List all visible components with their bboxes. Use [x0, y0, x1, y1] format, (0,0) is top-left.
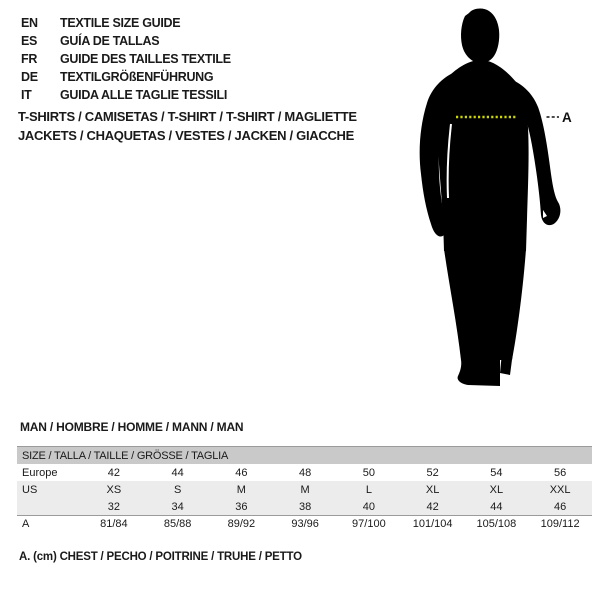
table-cell: 46: [554, 500, 567, 513]
table-cell: 101/104: [412, 517, 453, 530]
table-row-numeric: [17, 498, 592, 515]
language-list: [21, 14, 231, 104]
table-cell: 34: [171, 500, 184, 513]
table-cell: 44: [490, 500, 503, 513]
lang-code: DE: [21, 70, 38, 84]
category-headings: [18, 107, 357, 145]
size-table-header: SIZE / TALLA / TAILLE / GRÖSSE / TAGLIA: [17, 447, 592, 464]
table-cell: 54: [490, 466, 503, 479]
silhouette-head: [461, 9, 499, 64]
lang-row-fr: [21, 50, 231, 68]
lang-row-it: [21, 86, 231, 104]
silhouette-left-shoe: [458, 354, 500, 386]
size-table: [17, 446, 592, 531]
lang-row-es: [21, 32, 231, 50]
category-line-jackets: JACKETS / CHAQUETAS / VESTES / JACKEN / GIACCHE: [18, 128, 354, 143]
table-cell: 52: [426, 466, 439, 479]
lang-label: GUÍA DE TALLAS: [60, 34, 160, 48]
table-cell: S: [173, 483, 182, 496]
lang-label: GUIDA ALLE TAGLIE TESSILI: [60, 88, 228, 102]
table-cell: L: [365, 483, 372, 496]
table-cell: 89/92: [227, 517, 256, 530]
table-cell: 46: [235, 466, 248, 479]
lang-label: TEXTILE SIZE GUIDE: [60, 16, 181, 30]
table-cell: 97/100: [352, 517, 386, 530]
table-row-chest-a: [17, 516, 592, 531]
measurement-footnote: A. (cm) CHEST / PECHO / POITRINE / TRUHE / PETTO: [19, 551, 302, 563]
table-cell: 50: [362, 466, 375, 479]
row-label: Europe: [22, 466, 58, 479]
table-cell: 109/112: [540, 517, 580, 530]
man-silhouette: [413, 4, 583, 394]
section-title-man: MAN / HOMBRE / HOMME / MANN / MAN: [20, 420, 244, 434]
table-cell: 44: [171, 466, 184, 479]
table-cell: 105/108: [476, 517, 517, 530]
table-cell: XL: [489, 483, 504, 496]
table-cell: 42: [107, 466, 120, 479]
table-cell: 36: [235, 500, 248, 513]
table-cell: 56: [554, 466, 567, 479]
lang-code: FR: [21, 52, 38, 66]
table-cell: 42: [426, 500, 439, 513]
table-row-us: [17, 481, 592, 498]
table-cell: 38: [299, 500, 312, 513]
table-cell: 40: [362, 500, 375, 513]
row-label: US: [22, 483, 38, 496]
table-row-europe: [17, 464, 592, 481]
table-cell: XS: [106, 483, 122, 496]
table-cell: XL: [425, 483, 440, 496]
table-cell: M: [236, 483, 246, 496]
measurement-figure: [413, 4, 583, 394]
lang-label: GUIDE DES TAILLES TEXTILE: [60, 52, 231, 66]
table-cell: M: [300, 483, 310, 496]
silhouette-legs: [444, 249, 526, 360]
table-cell: 85/88: [163, 517, 192, 530]
silhouette-right-hem: [500, 352, 513, 375]
lang-code: ES: [21, 34, 38, 48]
table-cell: 32: [107, 500, 120, 513]
table-cell: XXL: [549, 483, 571, 496]
row-label: A: [22, 517, 30, 530]
lang-code: EN: [21, 16, 38, 30]
lang-label: TEXTILGRÖßENFÜHRUNG: [60, 70, 214, 84]
lang-code: IT: [21, 88, 32, 102]
measure-label-a: A: [562, 110, 572, 125]
category-line-tshirts: T-SHIRTS / CAMISETAS / T-SHIRT / T-SHIRT / MAGLIETTE: [18, 109, 357, 124]
table-cell: 93/96: [291, 517, 319, 530]
table-cell: 81/84: [100, 517, 128, 530]
lang-row-de: [21, 68, 231, 86]
table-cell: 48: [299, 466, 312, 479]
lang-row-en: [21, 14, 231, 32]
